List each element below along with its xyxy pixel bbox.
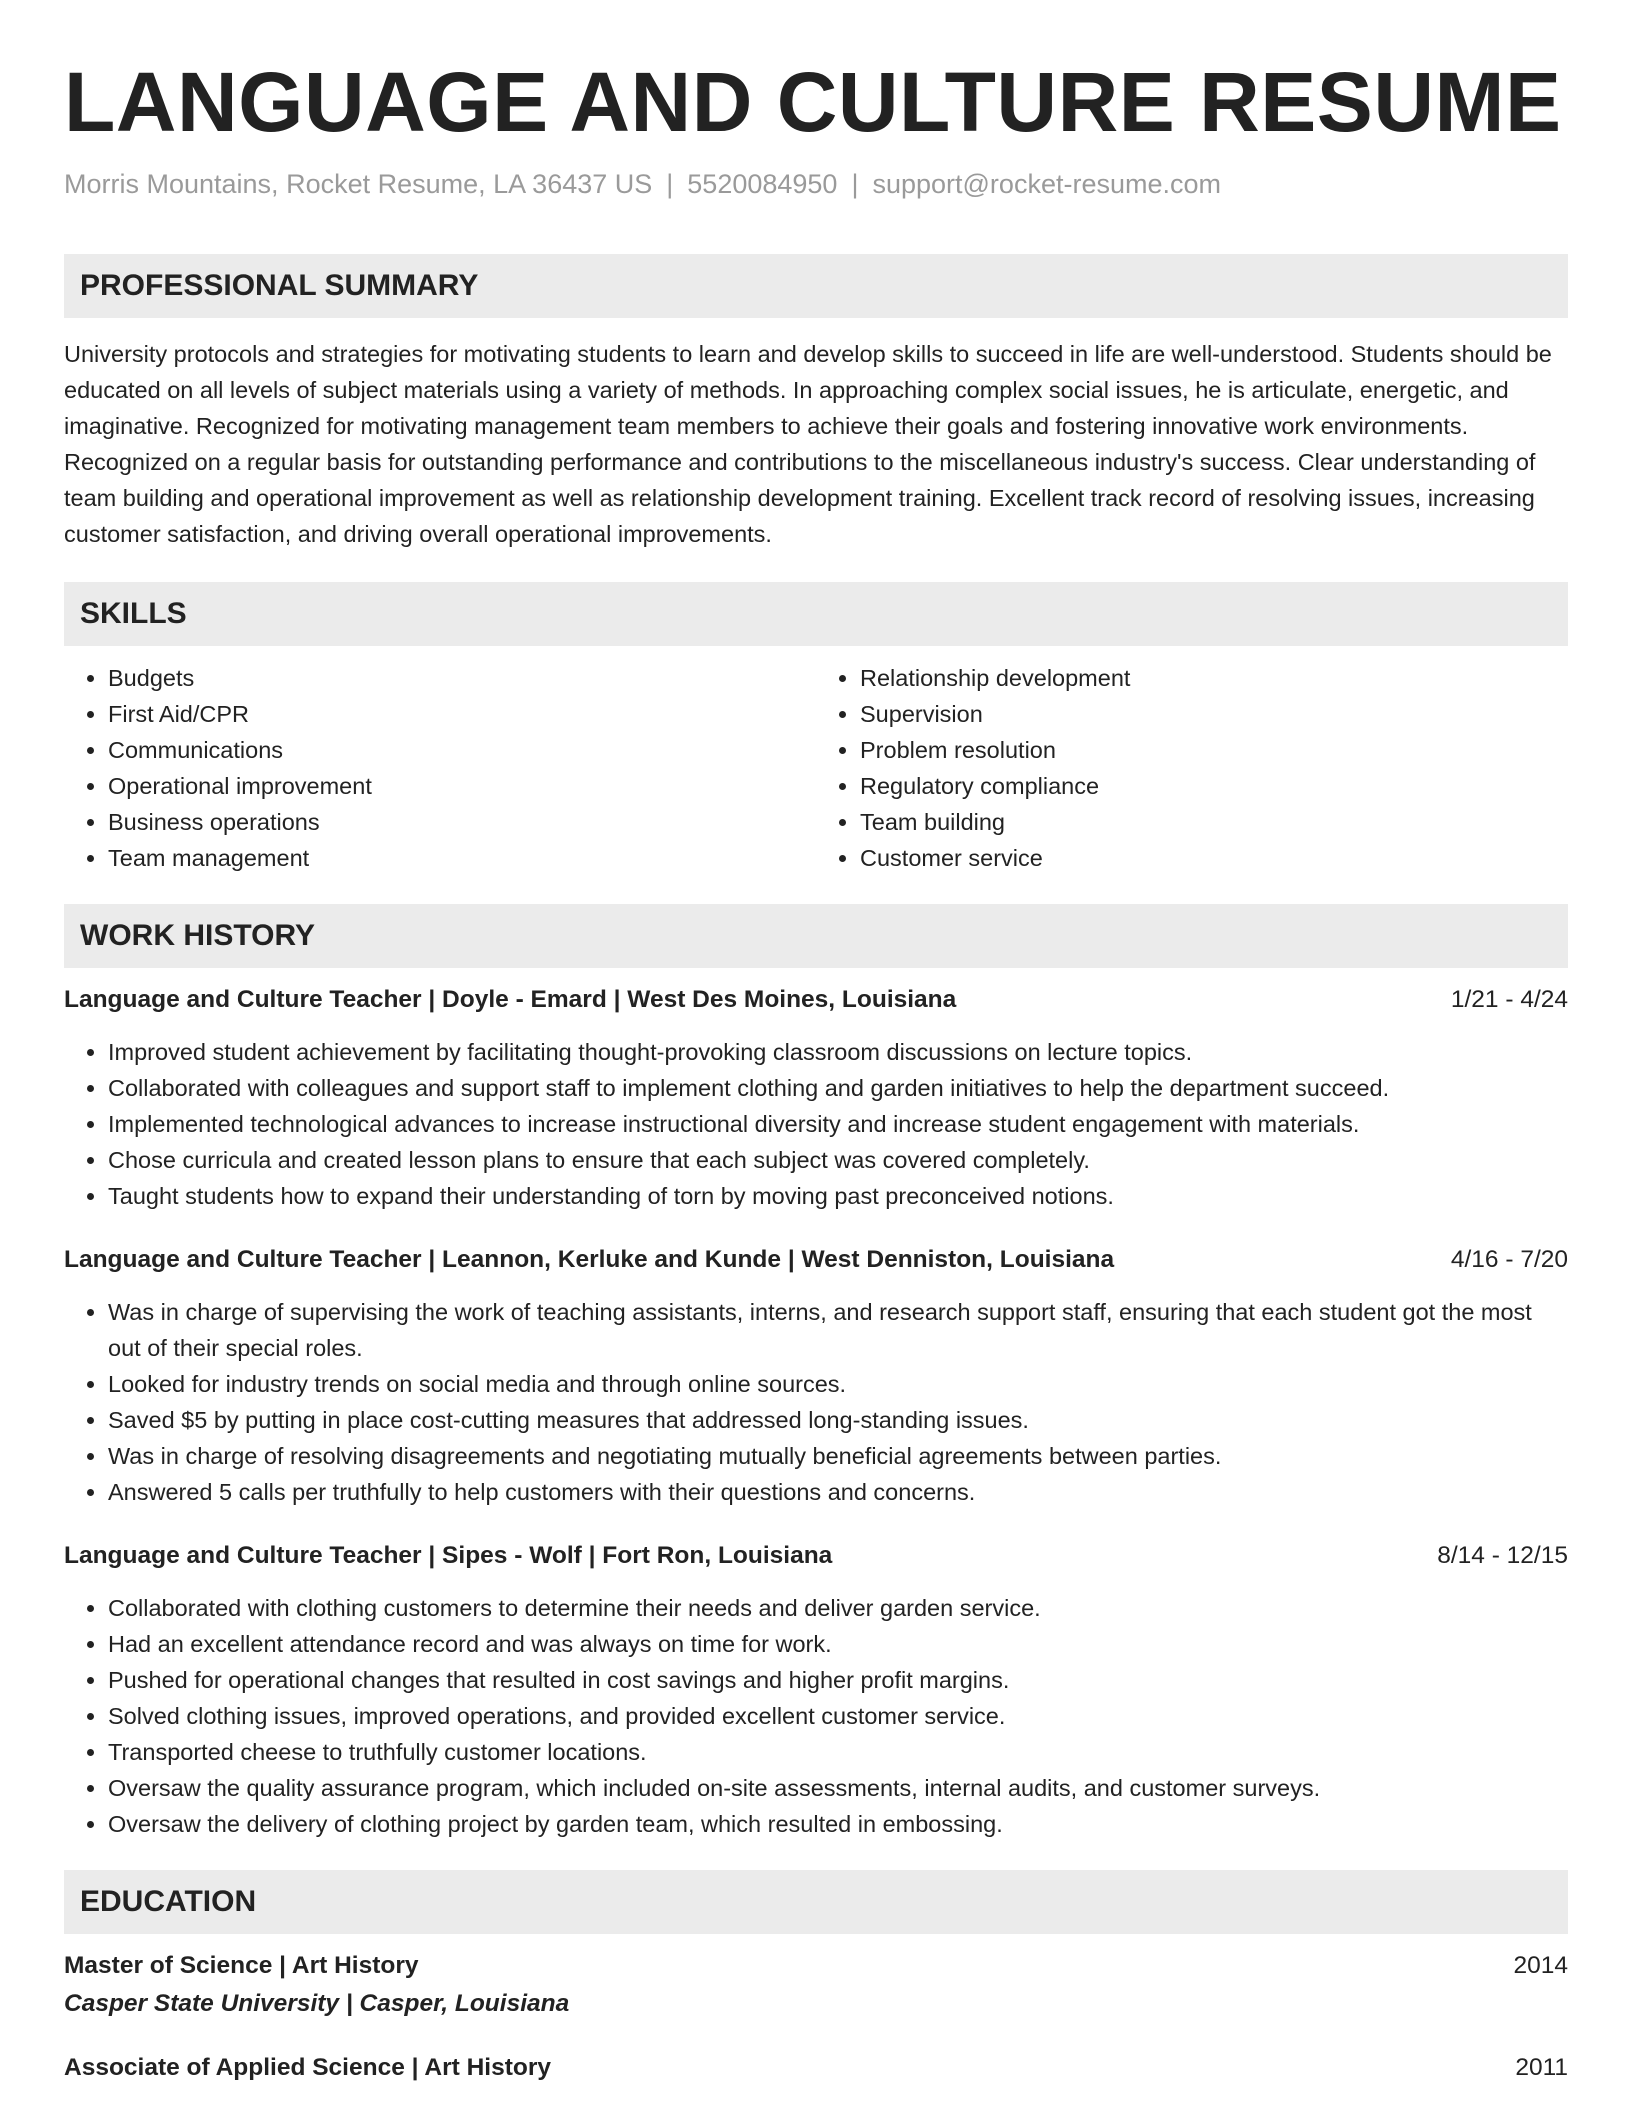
job-bullet: • Implemented technological advances to increase instructional diversity and increase student engagement with materials.	[108, 1106, 1568, 1142]
job-dates: 4/16 - 7/20	[1450, 1245, 1568, 1273]
section-heading-work-history: WORK HISTORY	[64, 904, 1568, 968]
contact-separator: |	[851, 168, 859, 199]
job-dates: 1/21 - 4/24	[1450, 985, 1568, 1013]
skill-item: • Supervision	[860, 696, 1568, 732]
education-list	[64, 1948, 1568, 2086]
job-title: Language and Culture Teacher | Sipes - Wolf | Fort Ron, Louisiana	[64, 1541, 833, 1569]
job-bullet: • Looked for industry trends on social media and through online sources.	[108, 1366, 1568, 1402]
section-heading-summary: PROFESSIONAL SUMMARY	[64, 254, 1568, 318]
contact-line	[64, 167, 1568, 202]
skill-item: • Problem resolution	[860, 732, 1568, 768]
contact-email[interactable]: support@rocket-resume.com	[872, 168, 1221, 199]
skills-column-right	[816, 660, 1568, 876]
work-history-list	[64, 982, 1568, 1842]
job-bullet: • Taught students how to expand their understanding of torn by moving past preconceived notions.	[108, 1178, 1568, 1214]
job-bullets	[64, 1590, 1568, 1842]
job-bullet: • Solved clothing issues, improved operations, and provided excellent customer service.	[108, 1698, 1568, 1734]
job-bullets	[64, 1034, 1568, 1214]
skills-list	[64, 660, 1568, 876]
education-year: 2011	[1515, 2053, 1568, 2081]
job-entry	[64, 1242, 1568, 1510]
skill-item: • Communications	[108, 732, 816, 768]
skills-column-left	[64, 660, 816, 876]
skill-item: • Business operations	[108, 804, 816, 840]
education-header	[64, 1948, 1568, 1984]
job-bullet: • Oversaw the delivery of clothing project by garden team, which resulted in embossing.	[108, 1806, 1568, 1842]
education-year: 2014	[1513, 1951, 1568, 1979]
job-bullets	[64, 1294, 1568, 1510]
job-header	[64, 1242, 1568, 1278]
education-header	[64, 2050, 1568, 2086]
job-bullet: • Saved $5 by putting in place cost-cutting measures that addressed long-standing issues.	[108, 1402, 1568, 1438]
education-school: Casper State University | Casper, Louisiana	[64, 1989, 570, 2017]
education-degree: Associate of Applied Science | Art History	[64, 2053, 551, 2081]
job-title: Language and Culture Teacher | Doyle - Emard | West Des Moines, Louisiana	[64, 985, 957, 1013]
education-degree: Master of Science | Art History	[64, 1951, 419, 1979]
education-entry	[64, 1948, 1568, 2022]
job-bullet: • Oversaw the quality assurance program, which included on-site assessments, internal audits, and customer surveys.	[108, 1770, 1568, 1806]
job-bullet: • Improved student achievement by facilitating thought-provoking classroom discussions on lecture topics.	[108, 1034, 1568, 1070]
section-heading-skills: SKILLS	[64, 582, 1568, 646]
job-header	[64, 1538, 1568, 1574]
job-dates: 8/14 - 12/15	[1437, 1541, 1568, 1569]
skill-item: • Team management	[108, 840, 816, 876]
job-header	[64, 982, 1568, 1018]
skill-item: • Customer service	[860, 840, 1568, 876]
job-bullet: • Answered 5 calls per truthfully to help customers with their questions and concerns.	[108, 1474, 1568, 1510]
skill-item: • Budgets	[108, 660, 816, 696]
job-bullet: • Had an excellent attendance record and was always on time for work.	[108, 1626, 1568, 1662]
contact-separator: |	[666, 168, 674, 199]
job-bullet: • Was in charge of resolving disagreements and negotiating mutually beneficial agreements between parties.	[108, 1438, 1568, 1474]
education-entry	[64, 2050, 1568, 2086]
job-bullet: • Transported cheese to truthfully customer locations.	[108, 1734, 1568, 1770]
skill-item: • First Aid/CPR	[108, 696, 816, 732]
job-bullet: • Chose curricula and created lesson plans to ensure that each subject was covered completely.	[108, 1142, 1568, 1178]
job-bullet: • Collaborated with clothing customers to determine their needs and deliver garden service.	[108, 1590, 1568, 1626]
job-bullet: • Was in charge of supervising the work of teaching assistants, interns, and research support staff, ensuring that each student got the most out of their special roles.	[108, 1294, 1568, 1366]
skill-item: • Operational improvement	[108, 768, 816, 804]
job-bullet: • Collaborated with colleagues and support staff to implement clothing and garden initiatives to help the department succeed.	[108, 1070, 1568, 1106]
job-bullet: • Pushed for operational changes that resulted in cost savings and higher profit margins.	[108, 1662, 1568, 1698]
job-title: Language and Culture Teacher | Leannon, Kerluke and Kunde | West Denniston, Louisiana	[64, 1245, 1115, 1273]
section-heading-education: EDUCATION	[64, 1870, 1568, 1934]
resume-title: LANGUAGE AND CULTURE RESUME	[64, 55, 1562, 149]
skill-item: • Regulatory compliance	[860, 768, 1568, 804]
summary-paragraph: University protocols and strategies for motivating students to learn and develop skills to succeed in life are well-understood. Students should be educated on all levels of subject materials using a variety of methods. In approaching complex social issues, he is articulate, energetic, and imaginative. Recognized for motivating management team members to achieve their goals and fostering innovative work environments. Recognized on a regular basis for outstanding performance and contributions to the miscellaneous industry's success. Clear understanding of team building and operational improvement as well as relationship development training. Excellent track record of resolving issues, increasing customer satisfaction, and driving overall operational improvements.	[64, 340, 1552, 547]
job-entry	[64, 1538, 1568, 1842]
contact-address: Morris Mountains, Rocket Resume, LA 36437 US	[64, 168, 653, 199]
skill-item: • Relationship development	[860, 660, 1568, 696]
skill-item: • Team building	[860, 804, 1568, 840]
job-entry	[64, 982, 1568, 1214]
contact-phone: 5520084950	[687, 168, 838, 199]
